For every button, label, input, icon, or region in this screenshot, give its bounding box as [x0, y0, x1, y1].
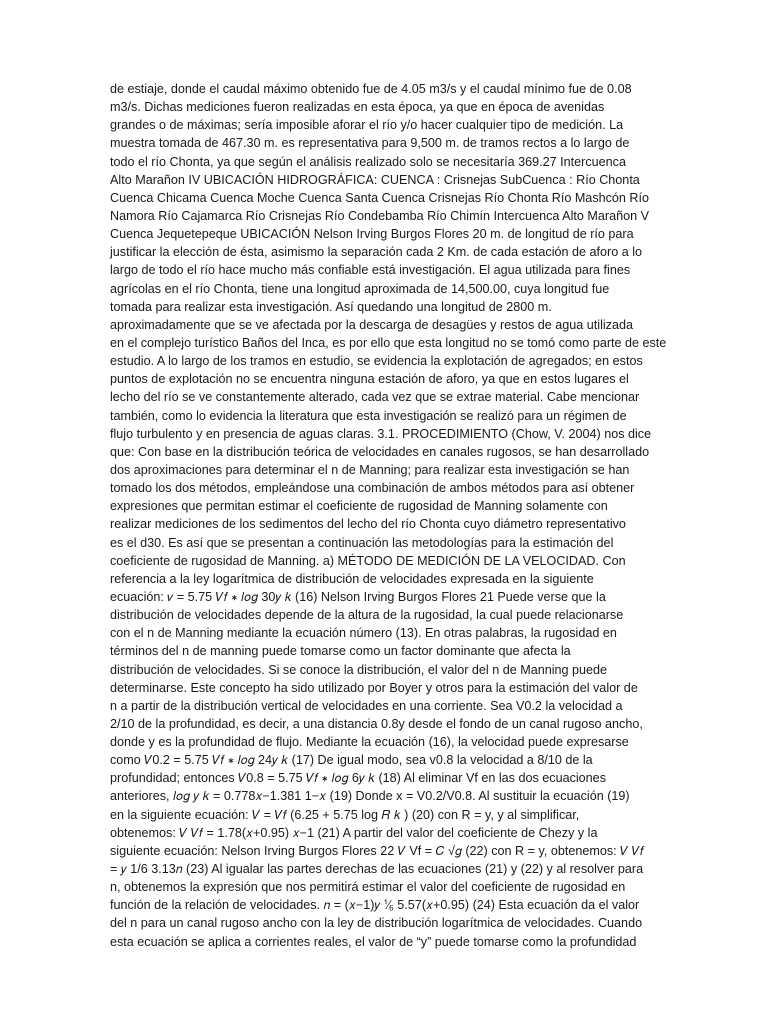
text-line: referencia a la ley logarítmica de distribución de velocidades expresada en la siguiente: [110, 571, 594, 586]
text-line: distribución de velocidades. Si se conoce la distribución, el valor del n de Manning puede: [110, 662, 608, 677]
text-line: lecho del río se ve constantemente alterado, cada vez que se extrae material. Cabe mencionar: [110, 390, 640, 405]
text-line: expresiones que permitan estimar el coeficiente de rugosidad de Manning solamente con: [110, 499, 608, 514]
text-line: Cuenca Chicama Cuenca Moche Cuenca Santa Cuenca Crisnejas Río Chonta Río Mashcón Río: [110, 190, 650, 205]
text-line: m3/s. Dichas mediciones fueron realizadas en esta época, ya que en época de avenidas: [110, 100, 605, 115]
text-line: aproximadamente que se ve afectada por la descarga de desagües y restos de agua utilizada: [110, 317, 633, 332]
text-line: justificar la elección de ésta, asimismo la separación cada 2 Km. de cada estación de aforo a lo: [110, 245, 643, 260]
text-line: obtenemos: 𝑉 𝑉𝑓 = 1.78(𝑥+0.95) 𝑥−1 (21) A partir del valor del coeficiente de Chezy y la: [110, 825, 598, 840]
text-line: profundidad; entonces 𝑉0.8 = 5.75 𝑉𝑓 ∗ 𝑙𝑜𝑔 6𝑦 𝑘 (18) Al eliminar Vf en las dos ecuaciones: [110, 771, 606, 786]
text-line: que: Con base en la distribución teórica de velocidades en canales rugosos, se han desarrollado: [110, 444, 650, 459]
text-line: agrícolas en el río Chonta, tiene una longitud aproximada de 14,500.00, cuya longitud fue: [110, 281, 610, 296]
text-line: ecuación: 𝑣 = 5.75 𝑉𝑓 ∗ 𝑙𝑜𝑔 30𝑦 𝑘 (16) Nelson Irving Burgos Flores 21 Puede verse que la: [110, 589, 606, 604]
text-line: Cuenca Jequetepeque UBICACIÓN Nelson Irving Burgos Flores 20 m. de longitud de río para: [110, 227, 634, 242]
text-line: esta ecuación se aplica a corrientes reales, el valor de “y” puede tomarse como la profundidad: [110, 934, 637, 949]
text-line: Namora Río Cajamarca Río Crisnejas Río Condebamba Río Chimín Intercuenca Alto Marañon V: [110, 208, 649, 223]
text-line: tomada para realizar esta investigación. Así quedando una longitud de 2800 m.: [110, 299, 552, 314]
text-line: puntos de explotación no se encuentra ninguna estación de aforo, ya que en estos lugares el: [110, 372, 629, 387]
text-line: de estiaje, donde el caudal máximo obtenido fue de 4.05 m3/s y el caudal mínimo fue de 0.08: [110, 82, 632, 96]
text-line: coeficiente de rugosidad de Manning. a) MÉTODO DE MEDICIÓN DE LA VELOCIDAD. Con: [110, 553, 626, 568]
text-line: n, obtenemos la expresión que nos permitirá estimar el valor del coeficiente de rugosidad en: [110, 880, 626, 895]
text-line: siguiente ecuación: Nelson Irving Burgos Flores 22 𝑉 Vf = 𝐶 √𝑔 (22) con R = y, obtenemos: 𝑉 𝑉𝑓: [110, 843, 644, 858]
text-line: = 𝑦 1/6 3.13𝑛 (23) Al igualar las partes derechas de las ecuaciones (21) y (22) y al resolver para: [110, 862, 644, 877]
text-line: anteriores, 𝑙𝑜𝑔 𝑦 𝑘 = 0.778𝑥−1.381 1−𝑥 (19) Donde x = V0.2/V0.8. Al sustituir la ecuación (19): [110, 789, 630, 804]
text-line: del n para un canal rugoso ancho con la ley de distribución logarítmica de velocidades. Cuando: [110, 916, 643, 931]
text-line: largo de todo el río hace mucho más confiable está investigación. El agua utilizada para fines: [110, 263, 631, 278]
body-text: [110, 80, 666, 951]
text-line: muestra tomada de 467.30 m. es representativa para 9,500 m. de tramos rectos a lo largo de: [110, 136, 630, 151]
text-line: flujo turbulento y en presencia de aguas claras. 3.1. PROCEDIMIENTO (Chow, V. 2004) nos dice: [110, 426, 652, 441]
text-line: determinarse. Este concepto ha sido utilizado por Boyer y otros para la estimación del valor de: [110, 680, 638, 695]
text-line: todo el río Chonta, ya que según el análisis realizado solo se necesitaría 369.27 Intercuenca: [110, 154, 626, 169]
text-line: distribución de velocidades depende de la altura de la rugosidad, la cual puede relacionarse: [110, 608, 624, 623]
text-line: realizar mediciones de los sedimentos del lecho del río Chonta cuyo diámetro representativo: [110, 517, 626, 532]
text-line: dos aproximaciones para determinar el n de Manning; para realizar esta investigación se han: [110, 462, 630, 477]
text-line: términos del n de manning puede tomarse como un factor dominante que afecta la: [110, 644, 571, 659]
text-line: con el n de Manning mediante la ecuación número (13). En otras palabras, la rugosidad en: [110, 626, 617, 641]
text-line: función de la relación de velocidades. 𝑛 = (𝑥−1)𝑦 ⅙ 5.57(𝑥+0.95) (24) Esta ecuación da el valor: [110, 898, 640, 913]
text-line: donde y es la profundidad de flujo. Mediante la ecuación (16), la velocidad puede expresarse: [110, 735, 629, 750]
text-line: 2/10 de la profundidad, es decir, a una distancia 0.8y desde el fondo de un canal rugoso ancho,: [110, 716, 643, 731]
text-line: en el complejo turístico Baños del Inca, es por ello que esta longitud no se tomó como parte de este: [110, 335, 667, 350]
text-line: grandes o de máximas; sería imposible aforar el río y/o hacer cualquier tipo de medición. La: [110, 118, 624, 133]
text-line: tomado los dos métodos, empleándose una combinación de ambos métodos para así obtener: [110, 481, 635, 496]
text-line: también, como lo evidencia la literatura que esta investigación se realizó para un régimen de: [110, 408, 627, 423]
text-line: estudio. A lo largo de los tramos en estudio, se evidencia la explotación de agregados; en estos: [110, 354, 643, 369]
text-line: Alto Marañon IV UBICACIÓN HIDROGRÁFICA: CUENCA : Crisnejas SubCuenca : Río Chonta: [110, 172, 640, 187]
text-line: en la siguiente ecuación: 𝑉 = 𝑉𝑓 (6.25 + 5.75 log 𝑅 𝑘 ) (20) con R = y, y al simplificar,: [110, 807, 580, 822]
text-line: n a partir de la distribución vertical de velocidades en una corriente. Sea V0.2 la velocidad a: [110, 698, 623, 713]
text-line: como 𝑉0.2 = 5.75 𝑉𝑓 ∗ 𝑙𝑜𝑔 24𝑦 𝑘 (17) De igual modo, sea v0.8 la velocidad a 8/10 de la: [110, 753, 593, 768]
text-line: es el d30. Es así que se presentan a continuación las metodologías para la estimación del: [110, 535, 614, 550]
